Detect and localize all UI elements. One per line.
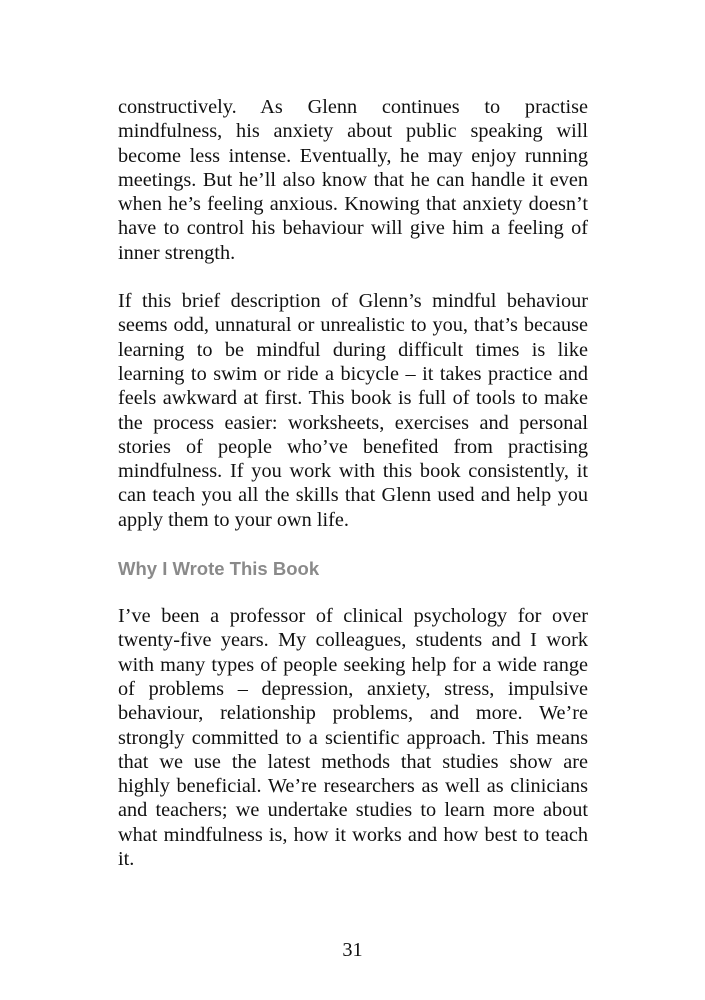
page-body [118,95,588,871]
page-number: 31 [342,939,363,961]
paragraph-learning-mindfulness: If this brief description of Glenn’s mindful behaviour seems odd, unnatural or unrealistic to you, that’s because learning to be mindful during difficult times is like learning to swim or ride a bicycle – it takes practice and feels awkward at first. This book is full of tools to make the process easier: worksheets, exercises and personal stories of people who’ve benefited from practising mindfulness. If you work with this book consistently, it can teach you all the skills that Glenn used and help you apply them to your own life. [118,290,588,531]
paragraph-glenn-mindfulness: constructively. As Glenn continues to practise mindfulness, his anxiety about public speaking will become less intense. Eventually, he may enjoy running meetings. But he’ll also know that he can handle it even when he’s feeling anxious. Knowing that anxiety doesn’t have to control his behaviour will give him a feeling of inner strength. [118,96,588,264]
paragraph-author-background: I’ve been a professor of clinical psychology for over twenty-five years. My colleagues, students and I work with many types of people seeking help for a wide range of problems – depression, anxiety, stress, impulsive behaviour, relationship problems, and more. We’re strongly committed to a scientific approach. This means that we use the latest methods that studies show are highly beneficial. We’re researchers as well as clinicians and teachers; we undertake studies to learn more about what mindfulness is, how it works and how best to teach it. [118,605,588,871]
section-heading: Why I Wrote This Book [118,558,320,580]
